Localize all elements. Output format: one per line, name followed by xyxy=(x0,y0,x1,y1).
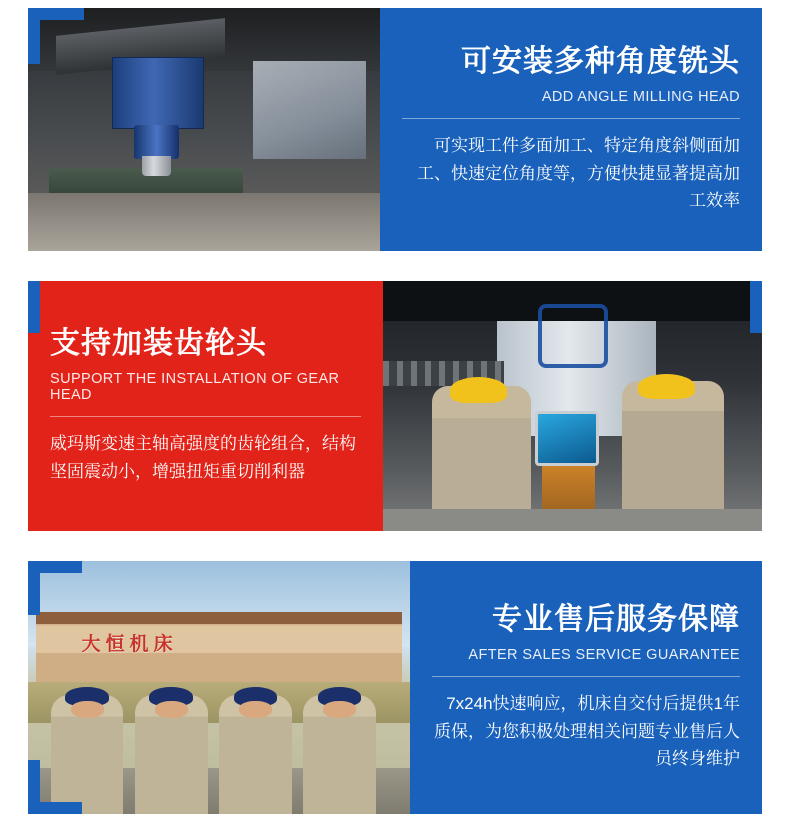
photo-team-member xyxy=(219,695,292,814)
photo-window xyxy=(253,61,366,158)
photo-helmet-icon xyxy=(450,377,507,403)
panel-title-en: ADD ANGLE MILLING HEAD xyxy=(541,89,740,106)
corner-accent-bottom-left-h xyxy=(28,561,82,573)
photo-team-member xyxy=(51,695,124,814)
panel-title-cn: 可安装多种角度铣头 xyxy=(461,45,740,79)
photo-floor xyxy=(383,509,762,532)
photo-face xyxy=(71,701,104,718)
panel-body-cn: 可实现工件多面加工、特定角度斜侧面加工、快速定位角度等，方便快捷显著提高加工效率 xyxy=(417,136,740,211)
photo-spindle xyxy=(134,125,180,159)
photo-control-screen xyxy=(535,411,599,466)
corner-accent-top-left-h xyxy=(28,8,84,20)
photo-face xyxy=(323,701,356,718)
section-angle-milling-head xyxy=(28,8,762,251)
corner-accent-bottom-left-bottom-h xyxy=(28,802,82,814)
photo-floor xyxy=(28,193,380,251)
panel-divider xyxy=(50,416,361,417)
photo-face xyxy=(239,701,272,718)
panel-angle-milling-head xyxy=(380,8,762,251)
workers-operating-machine-photo xyxy=(383,281,762,531)
photo-helmet-icon xyxy=(638,374,695,400)
panel-title-cn: 专业售后服务保障 xyxy=(492,603,740,637)
team-photo-in-front-of-factory xyxy=(28,561,410,814)
panel-gear-head xyxy=(28,281,383,531)
corner-accent-mid-right-v xyxy=(750,281,762,333)
gantry-milling-machine-photo xyxy=(28,8,380,251)
photo-face xyxy=(155,701,188,718)
photo-team-member xyxy=(303,695,376,814)
section-gear-head xyxy=(28,281,762,531)
panel-body-cn: 7x24h快速响应，机床自交付后提供1年质保，为您积极处理相关问题专业售后人员终身维护 xyxy=(434,694,740,769)
panel-divider xyxy=(402,118,740,119)
photo-team-member xyxy=(135,695,208,814)
panel-title-cn: 支持加装齿轮头 xyxy=(50,327,267,361)
panel-divider xyxy=(432,676,740,677)
photo-milling-head xyxy=(142,156,170,175)
photo-spindle-column xyxy=(112,57,204,130)
panel-title-en: AFTER SALES SERVICE GUARANTEE xyxy=(468,647,740,664)
corner-accent-mid-left-v xyxy=(28,281,40,333)
panel-title-en: SUPPORT THE INSTALLATION OF GEAR HEAD xyxy=(50,371,340,404)
photo-brand-logo xyxy=(538,304,608,368)
photo-roof xyxy=(36,612,403,625)
section-after-sales-service xyxy=(28,561,762,814)
panel-body-cn: 威玛斯变速主轴高强度的齿轮组合，结构坚固震动小，增强扭矩重切削利器 xyxy=(50,434,356,481)
photo-factory-sign: 大恒机床 xyxy=(81,634,178,656)
panel-after-sales-service xyxy=(410,561,762,814)
